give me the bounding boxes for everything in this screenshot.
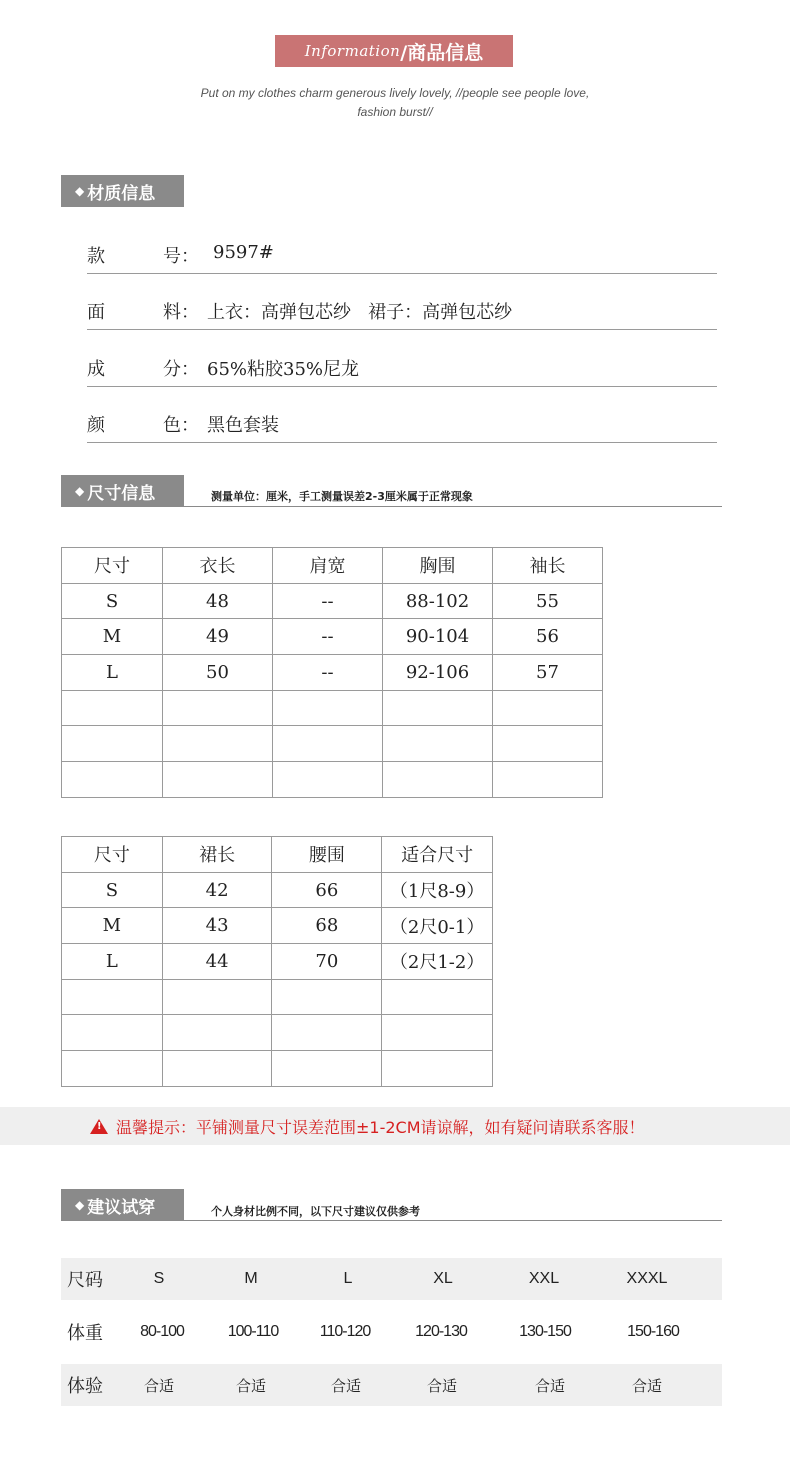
table-row: [62, 944, 493, 980]
table-cell: 66: [272, 872, 382, 908]
material-section-label: [61, 175, 184, 207]
recommend-row-size: [61, 1258, 722, 1300]
table-row: [62, 908, 493, 944]
table-row-empty: [62, 726, 603, 762]
table-header-cell: 尺寸: [62, 837, 163, 873]
table-cell: L: [62, 655, 163, 691]
recommend-row-experience: [61, 1364, 722, 1406]
diamond-icon: ◆: [75, 1198, 85, 1212]
diamond-icon: ◆: [75, 484, 85, 498]
warning-icon: [90, 1119, 108, 1134]
header-script-title: Information: [304, 42, 401, 60]
material-key-suffix: 分：: [163, 359, 199, 380]
recommend-cell: M: [244, 1270, 258, 1287]
recommend-cell: XXL: [528, 1270, 560, 1287]
material-key: 成: [87, 359, 105, 380]
recommend-cell: S: [153, 1270, 165, 1287]
material-key-suffix: 料：: [163, 302, 199, 323]
top-size-table: [61, 547, 603, 798]
recommend-cell: 130-150: [519, 1323, 571, 1340]
table-cell: M: [62, 908, 163, 944]
warm-tip-text: 温馨提示：平铺测量尺寸误差范围±1-2CM请谅解，如有疑问请联系客服！: [116, 1117, 645, 1137]
table-header-cell: 肩宽: [273, 548, 383, 584]
material-key: 颜: [87, 415, 105, 436]
table-cell: M: [62, 619, 163, 655]
header-title: /商品信息: [400, 41, 484, 64]
recommend-section-label: [61, 1189, 184, 1221]
table-cell: L: [62, 944, 163, 980]
table-cell: （2尺0-1）: [382, 908, 493, 944]
table-header-cell: 尺寸: [62, 548, 163, 584]
material-key-suffix: 色：: [163, 415, 199, 436]
recommend-cell: XL: [433, 1270, 453, 1287]
table-header-cell: 裙长: [162, 837, 272, 873]
recommend-cell: 120-130: [415, 1323, 467, 1340]
table-cell: 70: [272, 944, 382, 980]
material-key: 面: [87, 302, 105, 323]
table-cell: 56: [493, 619, 603, 655]
recommend-row-label: 体重: [67, 1323, 103, 1344]
size-section-note: 测量单位：厘米，手工测量误差2-3厘米属于正常现象: [211, 490, 473, 503]
material-value: 65%粘胶35%尼龙: [207, 359, 360, 380]
table-cell: 57: [493, 655, 603, 691]
table-cell: 88-102: [383, 583, 493, 619]
material-key-suffix: 号：: [163, 246, 199, 267]
table-header-cell: 衣长: [163, 548, 273, 584]
table-header-cell: 适合尺寸: [382, 837, 493, 873]
table-cell: 49: [163, 619, 273, 655]
material-key: 款: [87, 246, 105, 267]
material-section-title: 材质信息: [87, 183, 156, 204]
table-cell: 48: [163, 583, 273, 619]
recommend-section-divider: [184, 1220, 722, 1221]
material-value: 9597#: [213, 242, 274, 263]
recommend-cell: 合适: [631, 1376, 662, 1395]
table-cell: （2尺1-2）: [382, 944, 493, 980]
table-cell: （1尺8-9）: [382, 872, 493, 908]
recommend-cell: 100-110: [227, 1323, 279, 1340]
recommend-cell: L: [343, 1270, 353, 1287]
material-row-fabric: [87, 294, 717, 330]
table-row: [62, 655, 603, 691]
warm-tip-bar: [0, 1107, 790, 1145]
recommend-row-label: 体验: [67, 1376, 103, 1397]
table-cell: 42: [162, 872, 272, 908]
table-row-empty: [62, 979, 493, 1015]
material-row-composition: [87, 351, 717, 387]
table-cell: 50: [163, 655, 273, 691]
table-row: [62, 583, 603, 619]
recommend-cell: 合适: [426, 1376, 457, 1395]
table-header-cell: 胸围: [383, 548, 493, 584]
recommend-section-note: 个人身材比例不同，以下尺寸建议仅供参考: [211, 1205, 420, 1218]
recommend-cell: 合适: [235, 1376, 266, 1395]
table-cell: --: [273, 619, 383, 655]
table-row: [62, 619, 603, 655]
table-header-row: [62, 548, 603, 584]
size-section-divider: [184, 506, 722, 507]
table-row-empty: [62, 1015, 493, 1051]
table-cell: 43: [162, 908, 272, 944]
table-row-empty: [62, 1051, 493, 1087]
header-tagline-line2: fashion burst//: [357, 105, 433, 119]
table-cell: 92-106: [383, 655, 493, 691]
header-title-badge: [275, 35, 513, 67]
size-section-label: [61, 475, 184, 507]
recommend-cell: 150-160: [627, 1323, 679, 1340]
recommend-cell: 合适: [534, 1376, 565, 1395]
material-value: 黑色套装: [207, 415, 279, 436]
recommend-cell: 合适: [330, 1376, 361, 1395]
header-tagline-line1: Put on my clothes charm generous lively lovely, //people see people love,: [200, 86, 590, 100]
table-cell: 55: [493, 583, 603, 619]
recommend-cell: 110-120: [319, 1323, 371, 1340]
table-row-empty: [62, 762, 603, 798]
material-row-color: [87, 407, 717, 443]
skirt-size-table: [61, 836, 493, 1087]
table-cell: --: [273, 655, 383, 691]
material-value: 上衣：高弹包芯纱 裙子：高弹包芯纱: [207, 302, 513, 323]
table-cell: 90-104: [383, 619, 493, 655]
table-header-row: [62, 837, 493, 873]
recommend-row-weight: [61, 1311, 722, 1353]
recommend-cell: 80-100: [140, 1323, 184, 1340]
table-row-empty: [62, 690, 603, 726]
recommend-cell: XXXL: [626, 1270, 668, 1287]
table-cell: --: [273, 583, 383, 619]
table-cell: S: [62, 872, 163, 908]
recommend-section-title: 建议试穿: [87, 1197, 156, 1218]
table-row: [62, 872, 493, 908]
recommend-row-label: 尺码: [67, 1270, 103, 1291]
table-header-cell: 袖长: [493, 548, 603, 584]
recommend-cell: 合适: [143, 1376, 174, 1395]
table-cell: 68: [272, 908, 382, 944]
material-row-style-number: [87, 238, 717, 274]
diamond-icon: ◆: [75, 184, 85, 198]
header-tagline: [150, 84, 640, 122]
table-header-cell: 腰围: [272, 837, 382, 873]
table-cell: S: [62, 583, 163, 619]
size-section-title: 尺寸信息: [87, 483, 156, 504]
table-cell: 44: [162, 944, 272, 980]
